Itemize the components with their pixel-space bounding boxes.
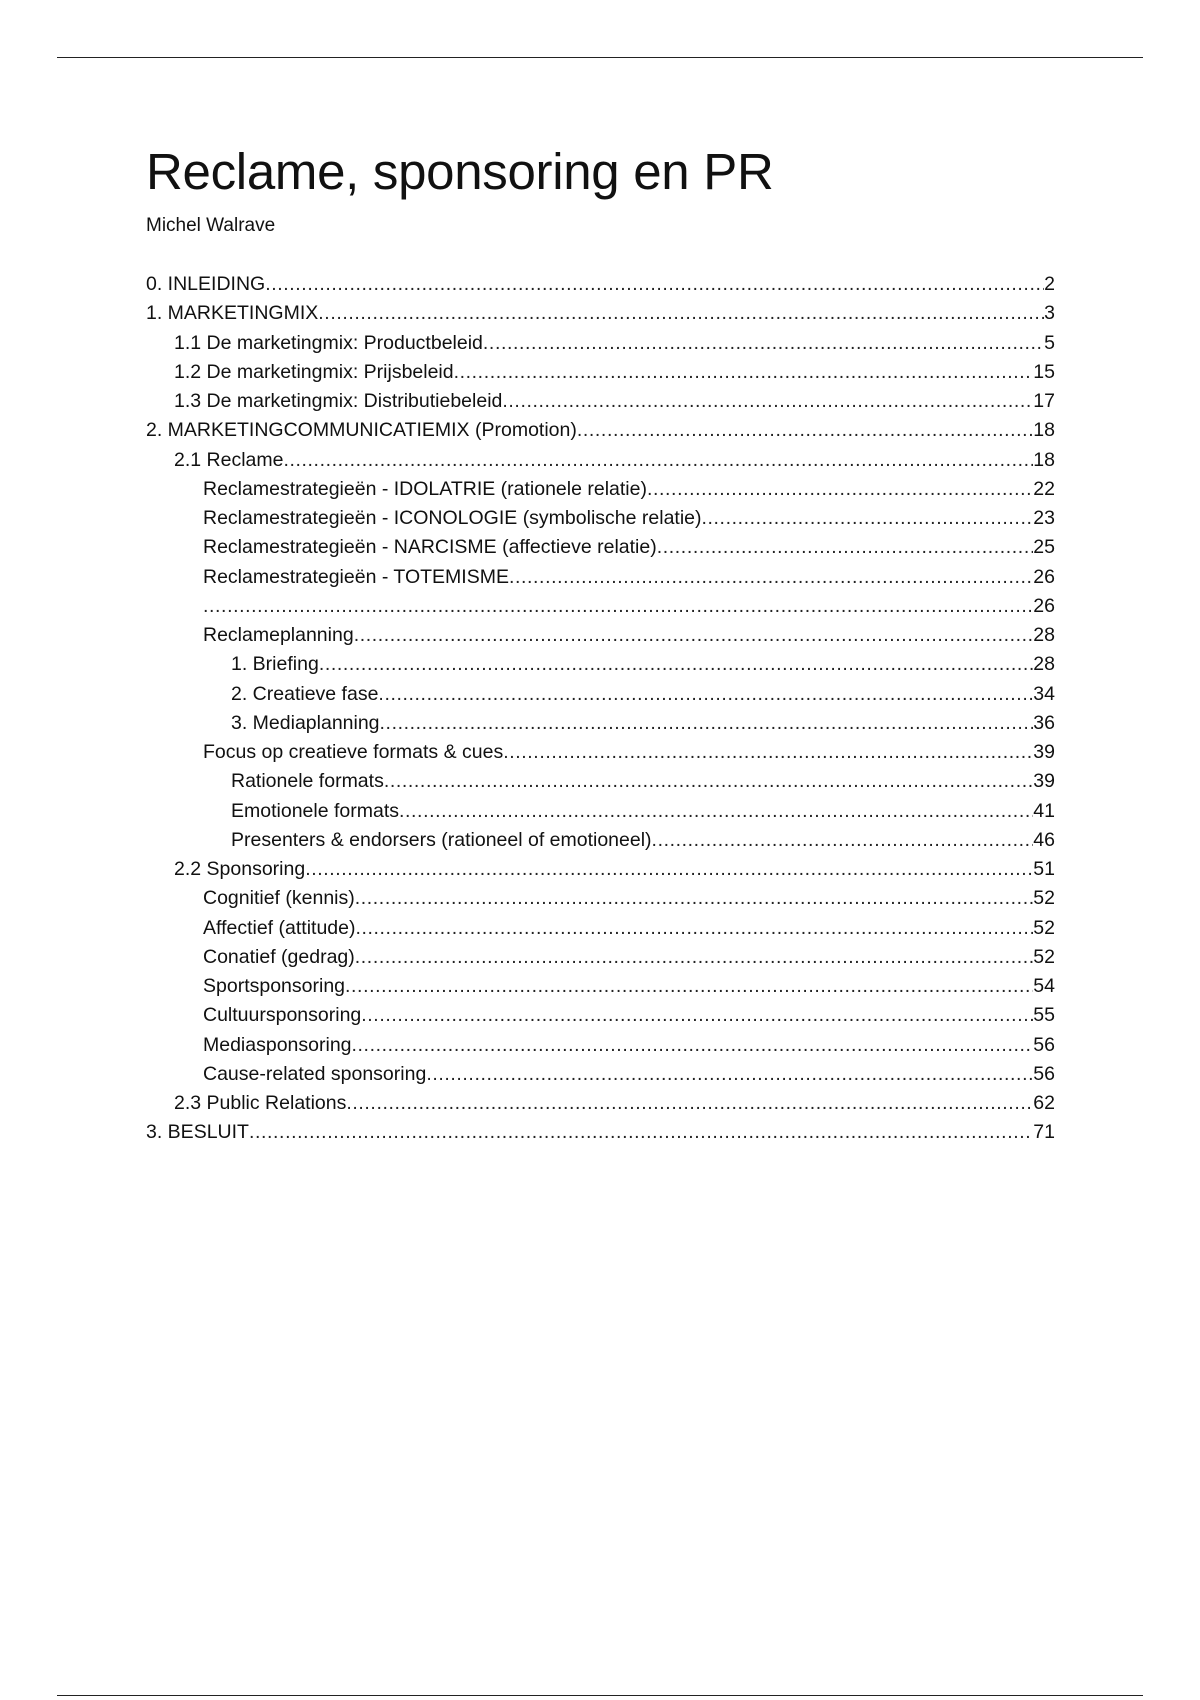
toc-entry[interactable]	[146, 767, 1055, 796]
toc-dot-leader	[354, 621, 1034, 650]
toc-entry[interactable]	[146, 533, 1055, 562]
toc-entry-label: Rationele formats	[231, 770, 384, 793]
toc-entry-label: 0. INLEIDING	[146, 273, 266, 295]
document-author: Michel Walrave	[146, 215, 276, 236]
toc-entry-label: Cultuursponsoring	[203, 1004, 362, 1027]
toc-entry-label: 1.2 De marketingmix: Prijsbeleid	[174, 360, 454, 383]
toc-entry[interactable]	[146, 1118, 1055, 1147]
toc-entry-page: 34	[1033, 682, 1055, 705]
toc-dot-leader	[647, 475, 1033, 504]
toc-entry-page: 22	[1033, 477, 1055, 500]
toc-entry[interactable]	[146, 650, 1055, 679]
toc-entry[interactable]	[146, 299, 1055, 328]
toc-entry-page: 54	[1033, 975, 1055, 997]
table-of-contents	[146, 270, 1055, 1148]
toc-entry-page: 55	[1033, 1004, 1055, 1027]
toc-entry-label: 3. BESLUIT	[146, 1121, 249, 1144]
toc-dot-leader	[265, 270, 1044, 299]
toc-entry[interactable]	[146, 709, 1055, 738]
toc-dot-leader	[355, 884, 1034, 913]
toc-entry[interactable]	[146, 358, 1055, 387]
toc-entry-label: Conatief (gedrag)	[203, 945, 355, 968]
toc-entry-label: Presenters & endorsers (rationeel of emotioneel)	[231, 828, 652, 851]
toc-dot-leader	[355, 943, 1034, 972]
toc-entry-page: 71	[1033, 1121, 1055, 1144]
toc-entry-page: 23	[1033, 507, 1055, 529]
toc-entry-label: 1.3 De marketingmix: Distributiebeleid	[174, 390, 503, 412]
toc-dot-leader	[483, 329, 1044, 358]
toc-entry-label: Cognitief (kennis)	[203, 887, 355, 910]
toc-entry-page: 18	[1033, 419, 1055, 442]
toc-entry[interactable]	[146, 972, 1055, 1001]
toc-entry-label: 2. MARKETINGCOMMUNICATIEMIX (Promotion)	[146, 419, 577, 442]
toc-dot-leader	[503, 738, 1033, 767]
toc-entry-page: 25	[1033, 536, 1055, 559]
toc-entry-label: Reclamestrategieën - TOTEMISME	[203, 565, 509, 588]
toc-entry[interactable]	[146, 387, 1055, 416]
toc-entry-label: Cause-related sponsoring	[203, 1062, 427, 1085]
toc-dot-leader	[319, 650, 1033, 679]
toc-dot-leader	[454, 358, 1034, 387]
toc-entry-label: Emotionele formats	[231, 799, 399, 822]
toc-entry-page: 56	[1033, 1033, 1055, 1056]
toc-entry-page: 26	[1033, 565, 1055, 588]
toc-entry-page: 52	[1033, 945, 1055, 968]
toc-entry-page: 52	[1033, 916, 1055, 939]
toc-dot-leader	[361, 1001, 1033, 1030]
toc-dot-leader	[346, 1089, 1033, 1118]
toc-dot-leader	[378, 680, 1033, 709]
toc-entry-page: 17	[1033, 390, 1055, 412]
header-rule	[57, 57, 1143, 58]
toc-entry-page: 52	[1033, 887, 1055, 910]
toc-dot-leader	[384, 767, 1033, 796]
toc-entry[interactable]	[146, 416, 1055, 445]
toc-entry[interactable]	[146, 1001, 1055, 1030]
toc-entry[interactable]	[146, 680, 1055, 709]
toc-dot-leader	[352, 1031, 1034, 1060]
toc-entry[interactable]	[146, 943, 1055, 972]
toc-dot-leader	[426, 1060, 1033, 1089]
toc-dot-leader	[399, 797, 1033, 826]
toc-entry[interactable]	[146, 270, 1055, 299]
toc-entry[interactable]	[146, 855, 1055, 884]
toc-dot-leader	[380, 709, 1034, 738]
toc-entry-label: Sportsponsoring	[203, 975, 346, 997]
toc-entry[interactable]	[146, 1089, 1055, 1118]
toc-dot-leader	[203, 592, 1033, 621]
toc-dot-leader	[702, 504, 1034, 533]
toc-entry[interactable]	[146, 446, 1055, 475]
toc-entry-label: Mediasponsoring	[203, 1033, 352, 1056]
toc-entry-page: 28	[1033, 653, 1055, 676]
toc-dot-leader	[249, 1118, 1033, 1147]
toc-entry-label: Reclamestrategieën - IDOLATRIE (rationele relatie)	[203, 477, 647, 500]
toc-entry[interactable]	[146, 797, 1055, 826]
toc-entry-label: 2.2 Sponsoring	[174, 858, 306, 880]
toc-entry[interactable]	[146, 621, 1055, 650]
toc-dot-leader	[318, 299, 1044, 328]
toc-entry-label: 2. Creatieve fase	[231, 682, 379, 705]
toc-entry-page: 51	[1033, 858, 1055, 880]
toc-entry[interactable]	[146, 563, 1055, 592]
toc-entry-label: Reclameplanning	[203, 624, 354, 646]
toc-entry-page: 2	[1044, 273, 1055, 295]
toc-entry-page: 39	[1033, 770, 1055, 793]
toc-entry-label: Reclamestrategieën - NARCISME (affectieve relatie)	[203, 536, 657, 559]
toc-entry-page: 3	[1044, 302, 1055, 325]
toc-entry-page: 5	[1044, 331, 1055, 354]
toc-dot-leader	[577, 416, 1033, 445]
toc-dot-leader	[502, 387, 1033, 416]
toc-entry-label: Focus op creatieve formats & cues	[203, 741, 504, 763]
toc-entry-page: 15	[1033, 360, 1055, 383]
toc-entry[interactable]	[146, 329, 1055, 358]
toc-entry-page: 56	[1033, 1062, 1055, 1085]
toc-entry-page: 39	[1033, 741, 1055, 763]
toc-dot-leader	[509, 563, 1033, 592]
toc-entry-label: 2.1 Reclame	[174, 448, 284, 471]
toc-dot-leader	[657, 533, 1034, 562]
toc-entry-page: 28	[1033, 624, 1055, 646]
toc-entry-label: Affectief (attitude)	[203, 916, 356, 939]
toc-entry-page: 26	[1033, 594, 1055, 617]
toc-entry-page: 46	[1033, 828, 1055, 851]
toc-entry[interactable]	[146, 914, 1055, 943]
toc-entry-label: 2.3 Public Relations	[174, 1092, 347, 1114]
document-title: Reclame, sponsoring en PR	[146, 143, 774, 200]
toc-entry-page: 41	[1033, 799, 1055, 822]
toc-dot-leader	[305, 855, 1033, 884]
toc-dot-leader	[345, 972, 1033, 1001]
footer-rule	[57, 1695, 1143, 1696]
toc-entry-page: 36	[1033, 711, 1055, 734]
toc-entry-page: 62	[1033, 1092, 1055, 1114]
toc-entry[interactable]	[146, 592, 1055, 621]
toc-entry[interactable]	[146, 1060, 1055, 1089]
toc-entry-label: 3. Mediaplanning	[231, 711, 380, 734]
toc-entry-label: 1. MARKETINGMIX	[146, 302, 319, 325]
toc-entry-label: Reclamestrategieën - ICONOLOGIE (symbolische relatie)	[203, 507, 702, 529]
toc-dot-leader	[652, 826, 1034, 855]
toc-entry[interactable]	[146, 504, 1055, 533]
toc-entry[interactable]	[146, 826, 1055, 855]
toc-entry[interactable]	[146, 884, 1055, 913]
toc-dot-leader	[283, 446, 1033, 475]
toc-entry-label: 1.1 De marketingmix: Productbeleid	[174, 331, 483, 354]
toc-entry-label: 1. Briefing	[231, 653, 319, 676]
toc-entry[interactable]	[146, 475, 1055, 504]
toc-entry[interactable]	[146, 1031, 1055, 1060]
toc-dot-leader	[355, 914, 1033, 943]
toc-entry[interactable]	[146, 738, 1055, 767]
toc-entry-page: 18	[1033, 448, 1055, 471]
